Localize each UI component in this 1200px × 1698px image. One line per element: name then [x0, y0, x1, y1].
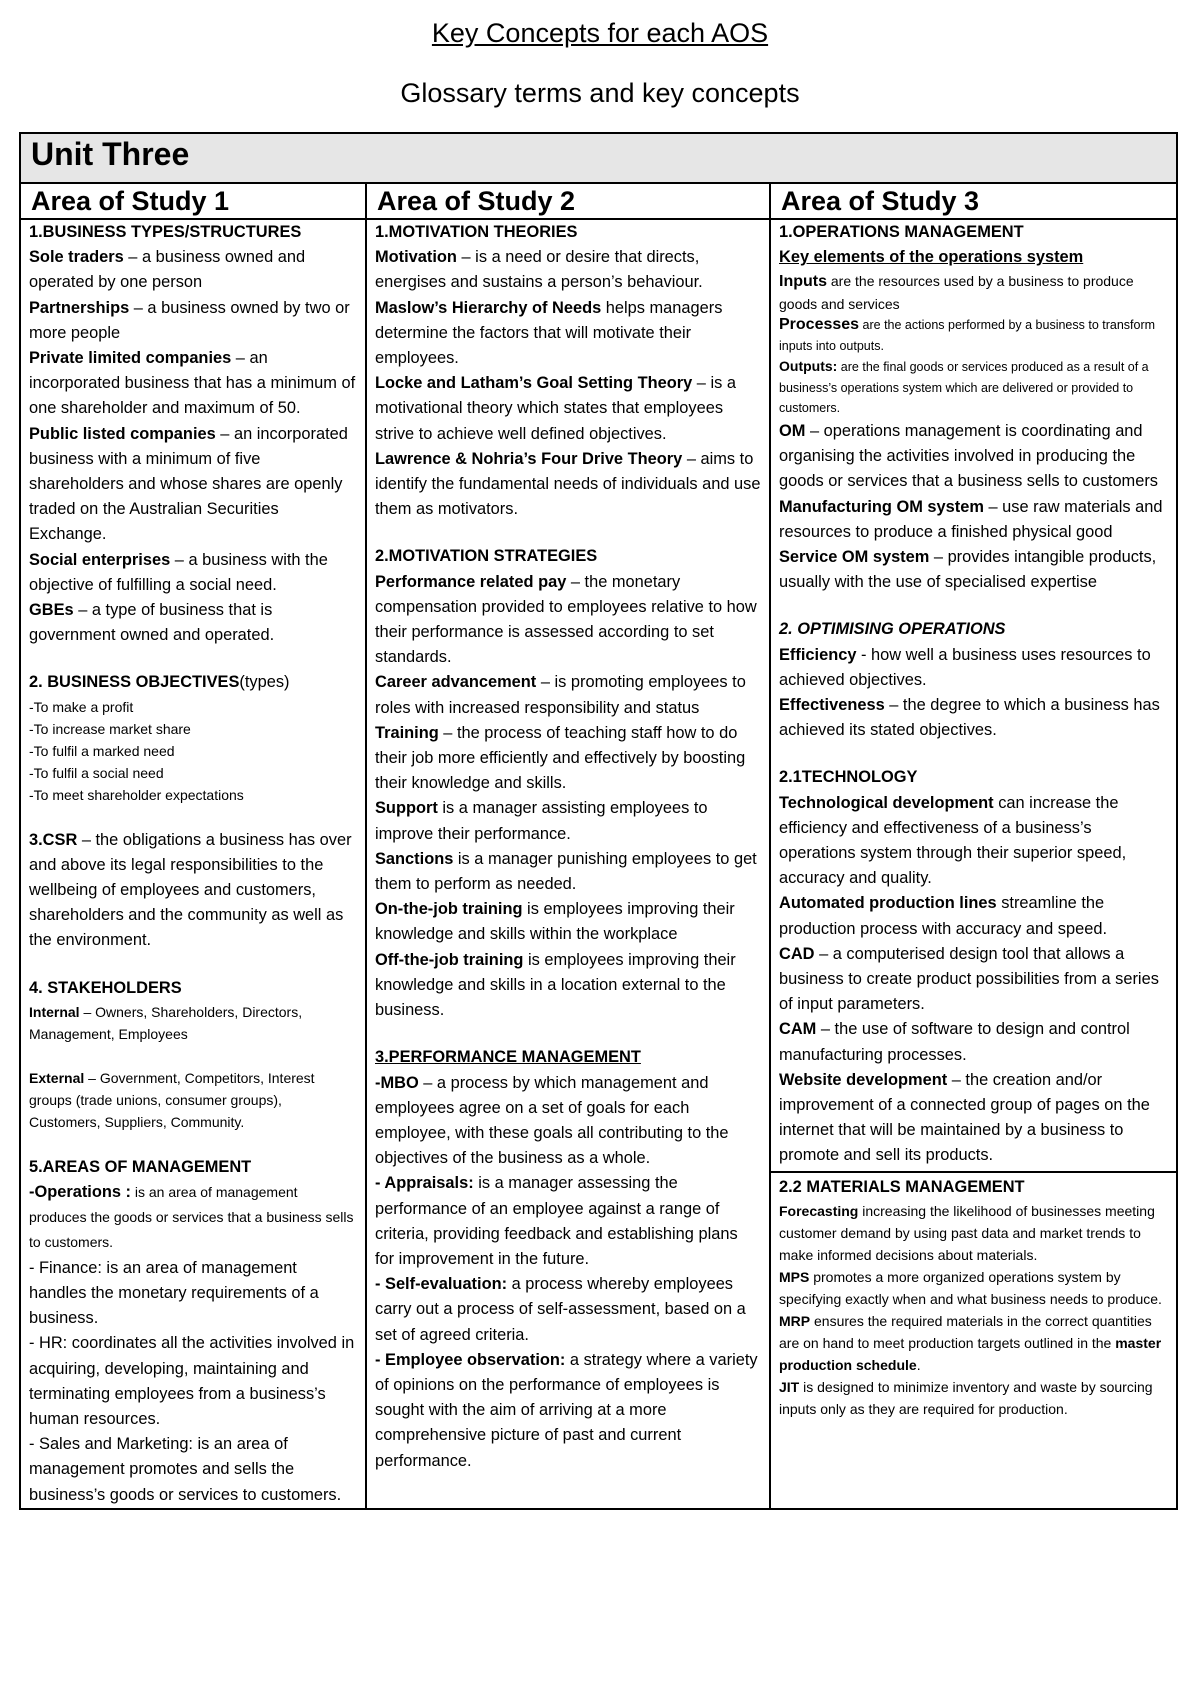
glossary-entry: Automated production lines streamline the production process with accuracy and speed.	[779, 894, 1107, 938]
glossary-entry: Career advancement – is promoting employees to roles with increased responsibility and status	[375, 673, 746, 717]
glossary-entry: Private limited companies – an incorporated business that has a minimum of one shareholder and maximum of 50.	[29, 349, 356, 418]
glossary-entry: MPS promotes a more organized operations system by specifying exactly when and what business needs to produce.	[779, 1268, 1162, 1307]
list-item: -To fulfil a social need	[29, 764, 164, 781]
glossary-entry: - Appraisals: is a manager assessing the performance of an employee against a range of criteria, providing feedback and establishing plans for improvement in the future.	[375, 1174, 738, 1268]
glossary-entry: Technological development can increase the efficiency and effectiveness of a business’s operations system through their superior speed, accuracy and quality.	[779, 793, 1127, 888]
glossary-entry: - HR: coordinates all the activities involved in acquiring, developing, maintaining and terminating employees from a business’s human resources.	[29, 1334, 355, 1428]
section-heading: 1.BUSINESS TYPES/STRUCTURES	[29, 223, 302, 241]
glossary-entry: Inputs are the resources used by a business to produce goods and services	[779, 273, 1134, 313]
glossary-entry: Training – the process of teaching staff how to do their job more efficiently and effectively by boosting their knowledge and skills.	[375, 723, 746, 793]
glossary-entry: Lawrence & Nohria’s Four Drive Theory – aims to identify the fundamental needs of individuals and use them as motivators.	[375, 449, 761, 519]
glossary-entry: CAD – a computerised design tool that allows a business to create product possibilities from a series of input parameters.	[779, 944, 1159, 1014]
aos-1-content	[20, 219, 366, 1509]
glossary-entry: - Sales and Marketing: is an area of management promotes and sells the business’s goods or services to customers.	[29, 1435, 342, 1504]
glossary-entry: Forecasting increasing the likelihood of businesses meeting customer demand by using past data and market trends to make informed decisions about materials.	[779, 1202, 1155, 1263]
section-heading: 2. BUSINESS OBJECTIVES(types)	[29, 673, 290, 692]
section-subheading: Key elements of the operations system	[779, 248, 1084, 267]
glossary-entry: Service OM system – provides intangible products, usually with the use of specialised expertise	[779, 547, 1157, 592]
stakeholder-external: External – Government, Competitors, Interest groups (trade unions, consumer groups), Customers, Suppliers, Community.	[29, 1069, 315, 1130]
glossary-entry: Processes are the actions performed by a business to transform inputs into outputs.	[779, 316, 1156, 353]
page-title: Key Concepts for each AOS	[431, 18, 769, 48]
glossary-entry: Motivation – is a need or desire that directs, energises and sustains a person’s behaviour.	[375, 248, 703, 292]
glossary-entry: Effectiveness – the degree to which a business has achieved its stated objectives.	[779, 695, 1160, 740]
glossary-entry: Sole traders – a business owned and operated by one person	[29, 248, 306, 292]
list-item: -To increase market share	[29, 720, 191, 737]
glossary-entry: Efficiency - how well a business uses resources to achieved objectives.	[779, 645, 1151, 689]
section-heading: 2. OPTIMISING OPERATIONS	[779, 620, 1006, 639]
glossary-entry: - Employee observation: a strategy where a variety of opinions on the performance of employees is sought with the aim of arriving at a more comprehensive picture of past and current performance.	[375, 1350, 758, 1470]
glossary-entry: GBEs – a type of business that is government owned and operated.	[29, 601, 275, 645]
list-item: -To make a profit	[29, 698, 134, 715]
glossary-entry: Outputs: are the final goods or services produced as a result of a business’s operations system which are delivered or provided to customers.	[779, 358, 1149, 416]
list-item: -To meet shareholder expectations	[29, 786, 244, 803]
glossary-entry: Manufacturing OM system – use raw materials and resources to produce a finished physical good	[779, 497, 1163, 541]
section-heading: 1.OPERATIONS MANAGEMENT	[779, 223, 1024, 241]
stakeholder-internal: Internal – Owners, Shareholders, Directors, Management, Employees	[29, 1003, 303, 1042]
aos-1-heading: Area of Study 1	[20, 183, 366, 219]
glossary-entry: -Operations : is an area of management produces the goods or services that a business sells to customers.	[29, 1183, 354, 1251]
glossary-entry: Performance related pay – the monetary compensation provided to employees relative to how their performance is assessed according to set standards.	[375, 572, 757, 667]
glossary-entry: Locke and Latham’s Goal Setting Theory – is a motivational theory which states that employees strive to achieve well defined objectives.	[375, 374, 736, 443]
section-heading: 2.2 MATERIALS MANAGEMENT	[779, 1177, 1025, 1196]
glossary-entry: JIT is designed to minimize inventory and waste by sourcing inputs only as they are required for production.	[779, 1378, 1153, 1417]
section-heading: 5.AREAS OF MANAGEMENT	[29, 1157, 252, 1176]
unit-heading: Unit Three	[20, 133, 1177, 183]
aos-3-heading: Area of Study 3	[770, 183, 1177, 219]
glossary-table	[19, 132, 1178, 1510]
glossary-entry: Social enterprises – a business with the objective of fulfilling a social need.	[29, 550, 328, 594]
glossary-entry: Website development – the creation and/or improvement of a connected group of pages on the internet that will be maintained by a business to promote and sell its products.	[779, 1070, 1150, 1165]
glossary-entry: 3.CSR – the obligations a business has over and above its legal responsibilities to the wellbeing of employees and customers, shareholders and the community as well as the environment.	[29, 830, 352, 950]
list-item: -To fulfil a marked need	[29, 742, 175, 759]
section-heading: 2.MOTIVATION STRATEGIES	[375, 547, 598, 566]
glossary-entry: OM – operations management is coordinating and organising the activities involved in producing the goods or services that a business sells to customers	[779, 421, 1158, 491]
glossary-entry: Off-the-job training is employees improving their knowledge and skills in a location external to the business.	[375, 950, 736, 1020]
aos-2-heading: Area of Study 2	[366, 183, 770, 219]
glossary-entry: MRP ensures the required materials in the correct quantities are on hand to meet production targets outlined in the master production schedule.	[779, 1312, 1162, 1373]
page-subtitle: Glossary terms and key concepts	[400, 78, 800, 108]
glossary-entry: - Self-evaluation: a process whereby employees carry out a process of self-assessment, based on a set of agreed criteria.	[375, 1275, 746, 1344]
glossary-entry: Support is a manager assisting employees to improve their performance.	[375, 799, 708, 843]
aos-3-content	[770, 219, 1177, 1509]
section-heading: 3.PERFORMANCE MANAGEMENT	[375, 1048, 641, 1067]
glossary-entry: Partnerships – a business owned by two or more people	[29, 298, 350, 342]
section-heading: 4. STAKEHOLDERS	[29, 978, 182, 997]
glossary-entry: On-the-job training is employees improving their knowledge and skills within the workplace	[375, 900, 735, 944]
glossary-entry: -MBO – a process by which management and employees agree on a set of goals for each employee, with these goals all contributing to the objectives of the business as a whole.	[375, 1073, 729, 1168]
glossary-entry: Public listed companies – an incorporated business with a minimum of five shareholders and whose shares are openly traded on the Australian Securities Exchange.	[29, 424, 348, 544]
section-heading: 2.1TECHNOLOGY	[779, 768, 918, 787]
glossary-entry: Sanctions is a manager punishing employees to get them to perform as needed.	[375, 849, 757, 894]
aos-2-content	[366, 219, 770, 1509]
section-heading: 1.MOTIVATION THEORIES	[375, 223, 578, 241]
glossary-entry: Maslow’s Hierarchy of Needs helps managers determine the factors that will motivate their employees.	[375, 298, 723, 368]
glossary-entry: CAM – the use of software to design and control manufacturing processes.	[779, 1020, 1130, 1064]
materials-management-section	[771, 1171, 1176, 1420]
glossary-entry: - Finance: is an area of management handles the monetary requirements of a business.	[29, 1258, 319, 1328]
